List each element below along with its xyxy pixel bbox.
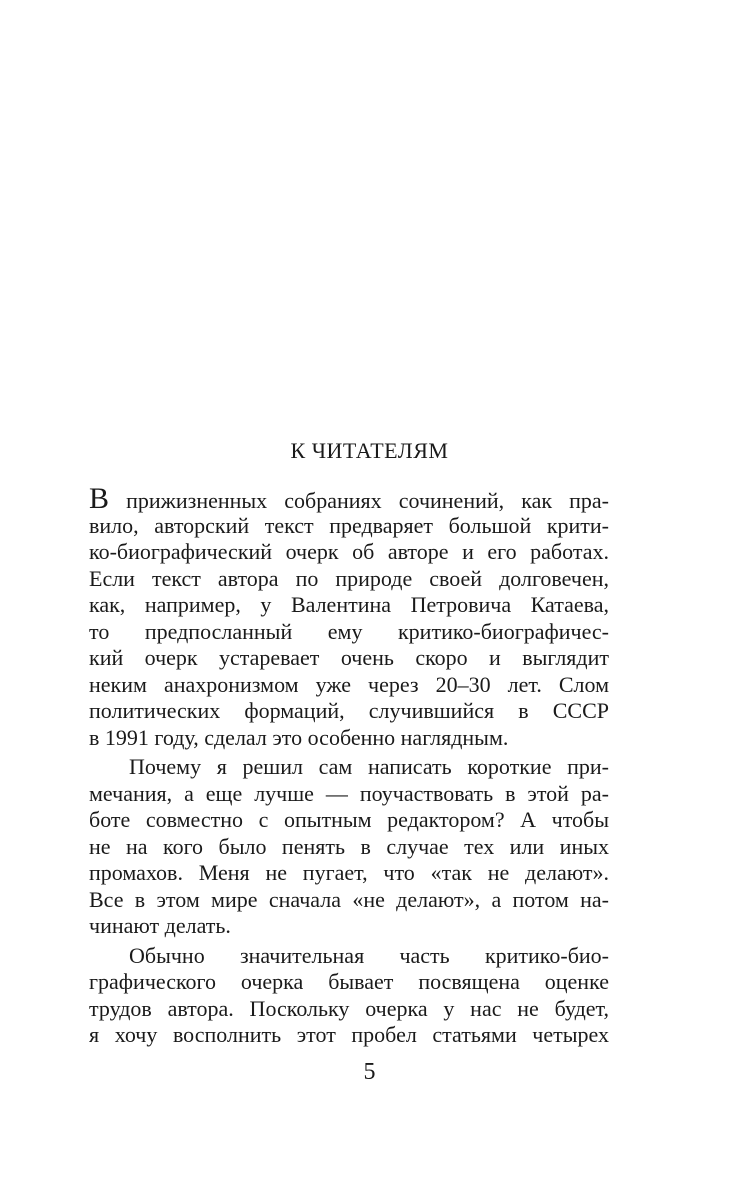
text-line: Почему я решил сам написать короткие при- (129, 754, 609, 779)
text-line: то предпосланный ему критико-биографичес- (89, 618, 609, 644)
text-line: Обычно значительная часть критико-био- (129, 942, 609, 968)
text-line: политических формаций, случившийся в СССР (89, 698, 609, 723)
text-line: не на кого было пенять в случае тех или иных (89, 833, 609, 859)
text-line: в 1991 году, сделал это особенно наглядным. (89, 724, 509, 750)
drop-cap: В (89, 482, 110, 515)
text-line: я хочу восполнить этот пробел статьями четырех (89, 1022, 609, 1047)
page-number: 5 (363, 1059, 376, 1085)
body-text (89, 482, 609, 1049)
text-line: графического очерка бывает посвящена оценке (89, 969, 609, 994)
chapter-title: К ЧИТАТЕЛЯМ (290, 438, 449, 463)
text-line: как, например, у Валентина Петровича Катаева, (89, 592, 609, 617)
text-line: мечания, а еще лучше — поучаствовать в этой ра- (89, 780, 609, 806)
text-line: трудов автора. Поскольку очерка у нас не будет, (89, 995, 609, 1021)
text-line: чинают делать. (89, 913, 231, 938)
text-line: ко-биографический очерк об авторе и его работах. (89, 539, 609, 564)
text-line: В прижизненных собраниях сочинений, как пра- (89, 482, 609, 515)
text-line: Если текст автора по природе своей долговечен, (89, 565, 609, 591)
text-line: промахов. Меня не пугает, что «так не делают». (89, 860, 609, 885)
text-line: неким анахронизмом уже через 20–30 лет. Слом (89, 671, 609, 697)
text-line: вило, авторский текст предваряет большой крити- (89, 512, 609, 538)
text-line: боте совместно с опытным редактором? А чтобы (89, 807, 609, 832)
text-line: Все в этом мире сначала «не делают», а потом на- (89, 886, 609, 912)
text-line: кий очерк устаревает очень скоро и выглядит (89, 645, 609, 670)
